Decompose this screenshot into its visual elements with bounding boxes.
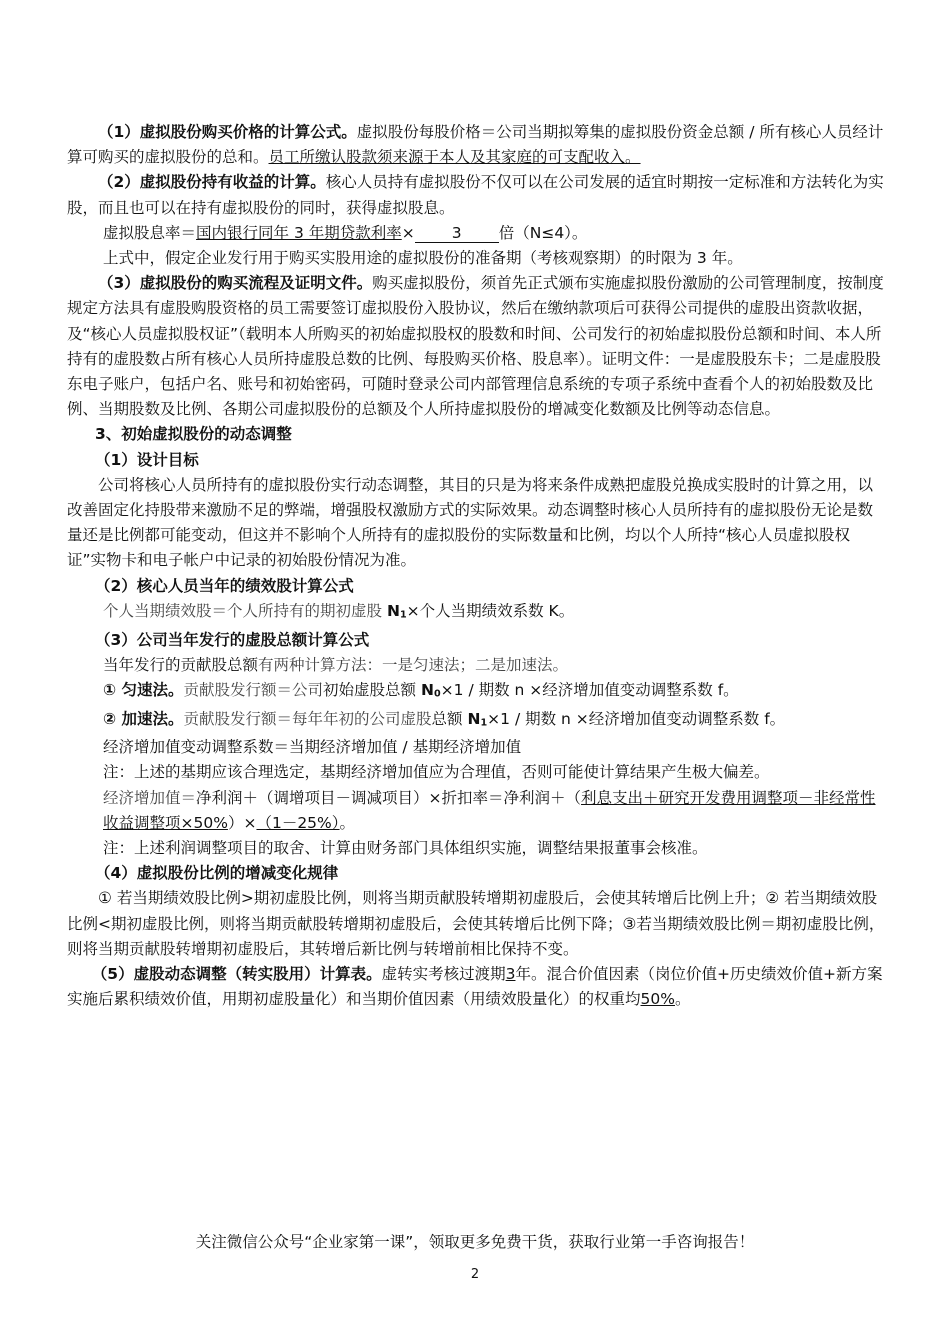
eva-formula-b: 净利润＋（调增项目－调减项目）×折扣率＝净利润＋（: [196, 788, 582, 807]
conversion-period: 3: [505, 965, 516, 984]
eva-formula-d: 。: [339, 813, 356, 832]
performance-share-formula: [67, 599, 885, 628]
paragraph-purchase-price: [67, 120, 885, 170]
dividend-rate-times: ×: [401, 223, 415, 242]
accelerated-n: N: [467, 709, 481, 728]
section-heading-dynamic-adjustment: 3、初始虚拟股份的动态调整: [95, 425, 292, 444]
heading-holding-income: （2）虚拟股份持有收益的计算。: [98, 173, 326, 192]
issuance-methods-b: 有两种计算方法：一是匀速法；二是加速法。: [258, 655, 569, 674]
heading-conversion-table: （5）虚股动态调整（转实股用）计算表。: [91, 965, 382, 984]
eva-coefficient: 经济增加值变动调整系数＝当期经济增加值 / 基期经济增加值: [103, 738, 522, 757]
paragraph-conversion-table: [67, 962, 885, 1012]
footer-promo: 关注微信公众号“企业家第一课”，领取更多免费干货，获取行业第一手咨询报告！: [195, 1233, 755, 1251]
dividend-rate-suffix: 倍（N≤4）。: [498, 223, 588, 242]
purchase-process-text: 购买虚拟股份，须首先正式颁布实施虚拟股份激励的公司管理制度，按制度规定方法具有虚股购股资格的员工需要签订虚拟股份入股协议，然后在缴纳款项后可获得公司提供的虚股出资款收据，及“核心人员虚拟股权证”（载明本人所购买的初始虚拟股权的股数和时间、公司发行的初始虚拟股份总额和时间、本人所持有的虚股数占所有核心人员所持虚股总数的比例、每股购买价格、股息率）。证明文件：一是虚股股东卡；二是虚股股东电子账户，包括户名、账号和初始密码，可随时登录公司内部管理信息系统的专项子系统中查看个人的初始股数及比例、当期股数及比例、各期公司虚拟股份的总额及个人所持虚拟股份的增减变化数额及比例等动态信息。: [67, 274, 884, 419]
dividend-rate-note: 上式中，假定企业发行用于购买实股用途的虚拟股份的准备期（考核观察期）的时限为 3 年。: [103, 249, 743, 268]
even-speed-label: ① 匀速法。: [103, 680, 184, 699]
conversion-text-a: 虚转实考核过渡期: [381, 965, 506, 984]
conversion-text-c: 。: [674, 990, 691, 1009]
heading-total-issuance: （3）公司当年发行的虚股总额计算公式: [95, 630, 370, 649]
even-speed-n: N: [421, 680, 434, 699]
eva-formula: [67, 786, 885, 836]
accelerated-label: ② 加速法。: [103, 709, 184, 728]
even-speed-a: 贡献股发行额＝公司: [183, 680, 324, 699]
even-speed-b: 初始虚股总额: [323, 680, 417, 699]
baseline-note: 注：上述的基期应该合理选定，基期经济增加值应为合理值，否则可能使计算结果产生极大偏差。: [103, 763, 770, 782]
eva-formula-underline-2: （1－25%）: [256, 813, 340, 832]
dividend-rate-prefix: 虚拟股息率＝: [103, 223, 197, 242]
performance-share-sub: 1: [399, 609, 407, 621]
paragraph-purchase-process: [67, 271, 885, 422]
page-number: 2: [470, 1267, 480, 1282]
heading-purchase-price: （1）虚拟股份购买价格的计算公式。: [98, 123, 357, 141]
even-speed-method: [67, 678, 885, 707]
eva-formula-underline-1: 利息支出＋研究开发费用调整项－非经常性收益调整项×50%: [103, 788, 876, 832]
performance-share-formula-b: ×个人当期绩效系数 K。: [406, 601, 575, 620]
dividend-rate-formula: [67, 221, 885, 246]
even-speed-c: ×1 / 期数 n ×经济增加值变动调整系数 f。: [440, 680, 739, 699]
accelerated-b: 总额: [431, 709, 463, 728]
heading-design-goal: （1）设计目标: [95, 450, 199, 469]
conversion-text-b: 年。混合价值因素（岗位价值+历史绩效价值+新方案实施后累积绩效价值，用期初虚股量化）和当期价值因素（用绩效股量化）的权重均: [67, 965, 883, 1009]
design-goal-text: 公司将核心人员所持有的虚拟股份实行动态调整，其目的只是为将来条件成熟把虚股兑换成实股时的计算之用，以改善固定化持股带来激励不足的弊端，增强股权激励方式的实际效果。动态调整时核心人员所持有的虚拟股份无论是数量还是比例都可能变动，但这并不影响个人所持有的虚拟股份的实际数量和比例，均以个人所持“核心人员虚拟股权证”实物卡和电子帐户中记录的初始股份情况为准。: [67, 475, 874, 570]
purchase-price-text: 虚拟股份每股价格＝公司当期拟筹集的虚拟股份资金总额 / 所有核心人员经计算可购买的虚拟股份的总和。: [67, 123, 884, 167]
holding-income-text: 核心人员持有虚拟股份不仅可以在公司发展的适宜时期按一定标准和方法转化为实股，而且也可以在持有虚拟股份的同时，获得虚拟股息。: [67, 173, 884, 217]
accelerated-sub: 1: [480, 716, 488, 728]
document-body: [67, 120, 885, 1012]
eva-formula-c: ）×: [227, 813, 257, 832]
issuance-methods-a: 当年发行的贡献股总额: [103, 655, 259, 674]
heading-performance-share: （2）核心人员当年的绩效股计算公式: [95, 576, 354, 595]
accelerated-method: [67, 707, 885, 736]
even-speed-sub: 0: [433, 688, 441, 700]
accelerated-c: ×1 / 期数 n ×经济增加值变动调整系数 f。: [487, 709, 786, 728]
conversion-weight: 50%: [640, 990, 675, 1009]
accelerated-a: 贡献股发行额＝每年年初的公司虚股: [183, 709, 432, 728]
adjustment-note: 注：上述利润调整项目的取舍、计算由财务部门具体组织实施，调整结果报董事会核准。: [103, 839, 708, 857]
ratio-change-text: ① 若当期绩效股比例>期初虚股比例，则将当期贡献股转增期初虚股后，会使其转增后比例上升；② 若当期绩效股比例<期初虚股比例，则将当期贡献股转增期初虚股后，会使其转增后比例下降；③若当期绩效股比例＝期初虚股比例，则将当期贡献股转增期初虚股后，其转增后新比例与转增前相比保持不变。: [67, 889, 885, 958]
eva-formula-a: 经济增加值＝: [103, 788, 197, 807]
performance-share-formula-a: 个人当期绩效股＝个人所持有的期初虚股: [103, 601, 383, 620]
purchase-price-underline: 员工所缴认股款须来源于本人及其家庭的可支配收入。: [268, 148, 641, 167]
dividend-rate-multiplier: 3: [415, 224, 499, 243]
heading-ratio-change: （4）虚拟股份比例的增减变化规律: [95, 864, 339, 883]
issuance-methods: [67, 653, 885, 678]
dividend-rate-underline: 国内银行同年 3 年期贷款利率: [196, 223, 402, 242]
performance-share-n: N: [386, 601, 400, 620]
heading-purchase-process: （3）虚拟股份的购买流程及证明文件。: [98, 274, 373, 293]
paragraph-holding-income: [67, 170, 885, 220]
